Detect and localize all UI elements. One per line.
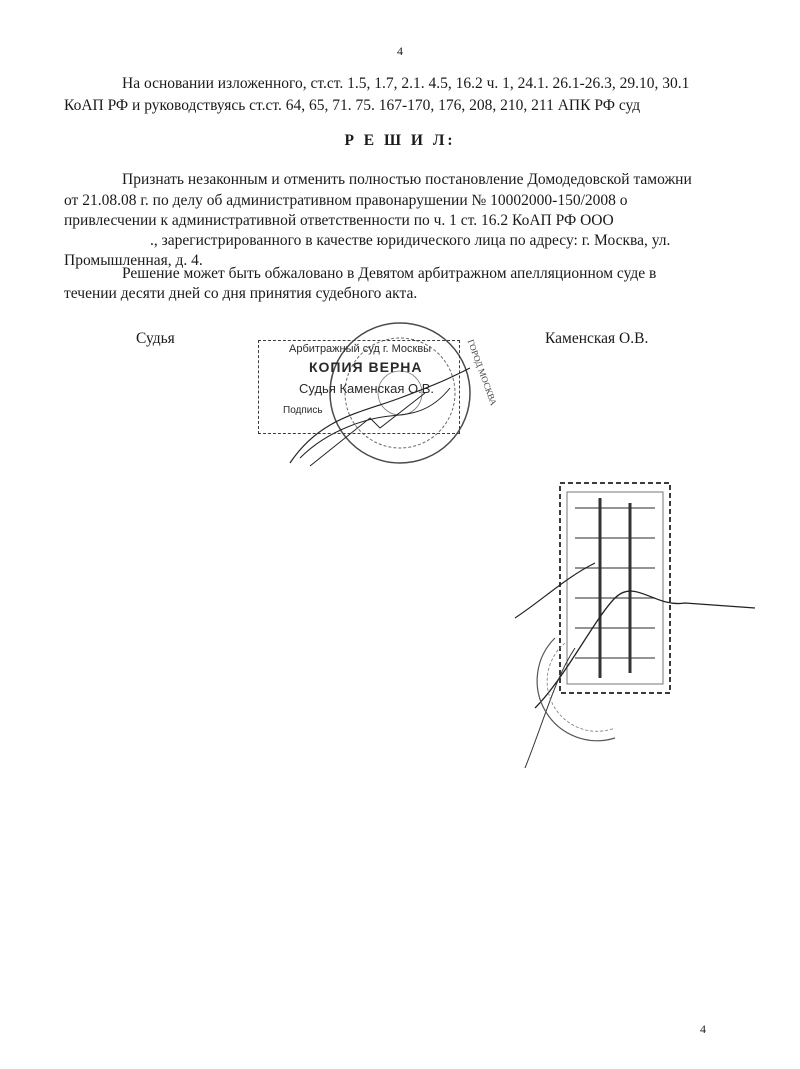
judge-label: Судья [136,330,175,347]
stamp-signature-label: Подпись [283,405,323,416]
decision-line-2: от 21.08.08 г. по делу об административном правонарушении № 10002000-150/2008 о [64,192,628,209]
appeal-line-1: Решение может быть обжаловано в Девятом арбитражном апелляционном суде в [122,265,657,282]
page-number-bottom: 4 [700,1022,706,1036]
judge-name: Каменская О.В. [545,330,649,347]
seal-text: ГОРОД МОСКВА [465,338,499,407]
intro-line-1: На основании изложенного, ст.ст. 1.5, 1.7, 2.1. 4.5, 16.2 ч. 1, 24.1. 26.1-26.3, 29.10, 30.1 [122,75,690,92]
stamp-court-name: Арбитражный суд г. Москвы [289,343,432,355]
decision-line-3: привлесчении к административной ответственности по ч. 1 ст. 16.2 КоАП РФ ООО [64,212,614,229]
stamp-judge: Судья Каменская О.В. [299,381,434,396]
decision-line-4: ., зарегистрированного в качестве юридического лица по адресу: г. Москва, ул. [150,232,671,249]
appeal-line-2: течении десяти дней со дня принятия судебного акта. [64,285,418,302]
stamp-copy-true: КОПИЯ ВЕРНА [309,359,423,375]
decision-line-1: Признать незаконным и отменить полностью постановление Домодедовской таможни [122,171,692,188]
decision-line-5: Промышленная, д. 4. [64,252,203,269]
decision-heading: Р Е Ш И Л: [344,132,456,149]
certified-copy-stamp-icon [250,318,510,468]
binding-stamp-graphic [505,478,765,768]
binding-stamp-icon [505,478,765,768]
copy-stamp-frame [258,340,460,434]
page-number-top: 4 [397,44,403,58]
intro-line-2: КоАП РФ и руководствуясь ст.ст. 64, 65, 71. 75. 167-170, 176, 208, 210, 211 АПК РФ суд [64,97,641,114]
